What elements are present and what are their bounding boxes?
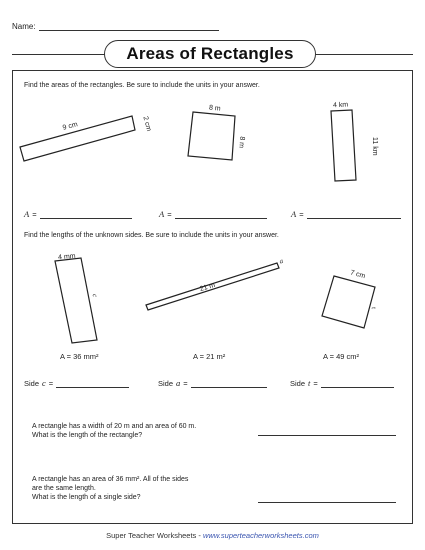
word-problem-2-answer-line[interactable] <box>258 502 396 503</box>
side-answer-2: Side a = <box>158 378 267 388</box>
area-given-2: A = 21 m² <box>193 352 226 361</box>
answer-1: A = <box>24 209 132 219</box>
word-problem-1-answer-line[interactable] <box>258 435 396 436</box>
section1-instruction: Find the areas of the rectangles. Be sure to include the units in your answer. <box>24 82 260 89</box>
area-given-3: A = 49 cm² <box>323 352 360 361</box>
rect2-width-label: 8 m <box>208 104 221 113</box>
rect1-width-label: 9 cm <box>62 121 79 132</box>
word-problem-2: A rectangle has an area of 36 mm². All of the sides are the same length. What is the length of a single side? <box>32 476 189 501</box>
rect2-height-label: 8 m <box>237 136 246 149</box>
side-answer-1-blank[interactable] <box>56 379 129 388</box>
footer <box>0 531 425 540</box>
word-problem-1: A rectangle has a width of 20 m and an area of 60 m. What is the length of the rectangle? <box>32 423 197 439</box>
footer-brand: Super Teacher Worksheets <box>106 531 197 540</box>
answer-3: A = <box>291 209 401 219</box>
rect4-unknown-label: c <box>90 293 100 298</box>
rect6-unknown-label: t <box>369 306 378 310</box>
footer-separator: - <box>196 531 203 540</box>
side-answer-1: Side c = <box>24 378 129 388</box>
rect-4mm-unknown-c <box>55 253 99 343</box>
name-label: Name: <box>12 22 36 31</box>
footer-url[interactable]: www.superteacherworksheets.com <box>202 531 319 540</box>
rect-7cm-unknown-t <box>322 269 378 328</box>
rect5-unknown-label: a <box>278 256 285 266</box>
side-answer-3-blank[interactable] <box>321 379 394 388</box>
area-given-1: A = 36 mm² <box>60 352 99 361</box>
section2-instruction: Find the lengths of the unknown sides. Be sure to include the units in your answer. <box>24 232 279 239</box>
page-title: Areas of Rectangles <box>104 40 316 68</box>
rect3-height-label: 11 km <box>371 137 378 156</box>
side-answer-3: Side t = <box>290 378 394 388</box>
rect3-width-label: 4 km <box>332 101 349 110</box>
rect5-known-label: 21 m <box>199 281 216 294</box>
rect4-known-label: 4 mm <box>57 252 76 262</box>
side-answer-2-blank[interactable] <box>191 379 267 388</box>
rect1-height-label: 2 cm <box>141 115 153 133</box>
rect-shape-4 <box>55 258 97 343</box>
answer-2: A = <box>159 209 267 219</box>
rect6-known-label: 7 cm <box>349 269 366 281</box>
rect-21m-unknown-a <box>146 257 284 310</box>
rect-shape-6 <box>322 276 375 328</box>
